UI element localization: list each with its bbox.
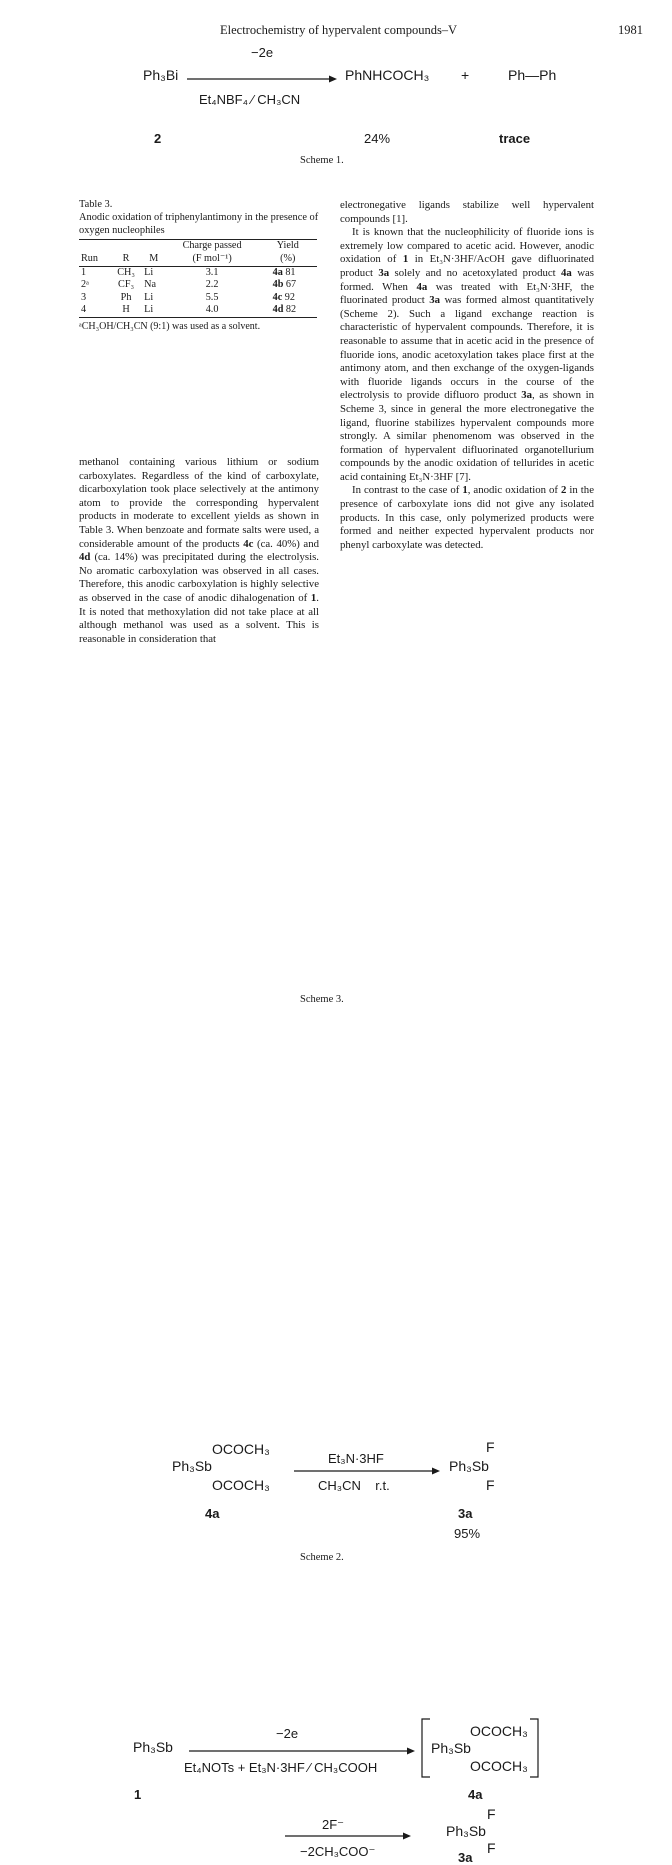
scheme1-reactant-number: 2 (154, 131, 162, 146)
scheme1-plus: + (461, 67, 470, 83)
scheme3-product-number: 3a (458, 1850, 473, 1865)
scheme3-below-arrow1: Et₄NOTs + Et₃N·3HF ⁄ CH₃COOH (184, 1760, 378, 1775)
scheme2-ligand-top: OCOCH₃ (212, 1441, 270, 1457)
table3-cell-charge: 3.1 (205, 266, 219, 278)
scheme3-reactant-number: 1 (134, 1787, 142, 1802)
table3-cell-r: Ph (120, 291, 132, 303)
scheme2-product-core: Ph₃Sb (449, 1458, 489, 1474)
scheme3-product-core: Ph₃Sb (446, 1823, 486, 1839)
scheme3-bracket-right (528, 1718, 540, 1778)
scheme2-reactant-core: Ph₃Sb (172, 1458, 212, 1474)
right-paragraph-1: electronegative ligands stabilize well hypervalent compounds [1]. (340, 199, 594, 225)
table3-header-r: R (110, 253, 142, 266)
scheme3-above-arrow1: −2e (276, 1726, 299, 1741)
table3-header-yield-1: Yield (259, 240, 317, 253)
scheme2-product-ligand-bottom: F (486, 1477, 495, 1493)
left-paragraph-1: methanol containing various lithium or sodium carboxylates. Regardless of the kind of carboxylate, dicarboxylation took place selectively at the antimony atom to provide the corresponding hypervalent products in moderate to excellent yields as shown in Table 3. When benzoate and formate salts were used, a considerable amount of the products 4c (ca. 40%) and 4d (ca. 14%) was precipitated during the electrolysis. No aromatic carboxylation was observed in all cases. Therefore, this anodic carboxylation is highly selective as observed in the case of anodic dihalogenation of 1. It is noted that methoxylation did not take place at all although methanol was used as a solvent. This is reasonable in consideration that (79, 456, 319, 645)
scheme3-above-arrow2: 2F⁻ (322, 1817, 345, 1832)
right-column-text (340, 199, 594, 552)
scheme1-arrow (187, 74, 337, 84)
table3-cell-m: Li (142, 304, 165, 317)
scheme2-arrow (294, 1466, 440, 1476)
scheme2-product-ligand-top: F (486, 1439, 495, 1455)
scheme3-below-arrow2: −2CH₃COO⁻ (300, 1844, 376, 1859)
scheme1-below-arrow: Et₄NBF₄ ⁄ CH₃CN (199, 92, 301, 107)
scheme1-above-arrow: −2e (251, 45, 274, 60)
right-paragraph-2: It is known that the nucleophilicity of fluoride ions is extremely low compared to acetic acid. However, anodic oxidation of 1 in Et₃N·3HF/AcOH gave difluorinated product 3a solely and no acetoxylated product 4a was formed. When 4a was treated with Et₃N·3HF, the fluorinated product 3a was formed almost quantitatively (Scheme 2). Such a ligand exchange reaction is characteristic of hypervalent compounds. Therefore, it is reasonable to assume that in acetic acid in the presence of fluoride ions, anodic acetoxylation takes place first at the antimony atom, and then exchange of the oxygen-ligands with fluoride ligands occurs in the course of the electrolysis to provide difluoro product 3a, as shown in Scheme 3, since in general the more electronegative the ligand, fluorine stabilizes hypervalent compounds more strongly. A similar phenomenom was observed in the formation of hypervalent difluorinated organotellurium compounds by the anodic oxidation of tellurides in acetic acid containing Et₃N·3HF [7]. (340, 226, 594, 483)
scheme3-arrow-2 (285, 1831, 411, 1841)
table3-header-yield-2: (%) (259, 253, 317, 266)
scheme3-caption: Scheme 3. (300, 994, 344, 1005)
table3-cell-r: CF₃ (118, 279, 135, 291)
scheme3-reactant: Ph₃Sb (133, 1739, 173, 1755)
running-title: Electrochemistry of hypervalent compounds–V (220, 23, 458, 37)
scheme1-product2: Ph—Ph (508, 67, 557, 83)
table-row (79, 279, 317, 292)
scheme2-reactant-number: 4a (205, 1506, 220, 1521)
table3-footnote: ᵃCH₃OH/CH₃CN (9:1) was used as a solvent. (79, 320, 261, 332)
table3-cell-charge: 2.2 (205, 279, 219, 291)
scheme2-ligand-bottom: OCOCH₃ (212, 1477, 270, 1493)
page-number: 1981 (618, 23, 643, 37)
table3-cell-charge: 4.0 (166, 304, 259, 317)
table3-cell-yield: 82 (285, 304, 297, 316)
scheme3-product-ligand-bottom: F (487, 1840, 496, 1856)
scheme3-arrow-1 (189, 1746, 415, 1756)
table3-cell-yield: 67 (285, 279, 297, 291)
scheme3-product-ligand-top: F (487, 1806, 496, 1822)
table3-grid (79, 239, 317, 318)
table3-cell-run: 4 (79, 304, 110, 317)
table3-cell-charge: 5.5 (205, 291, 219, 303)
table3-cell-run: 3 (81, 291, 87, 303)
table3-cell-r: H (110, 304, 142, 317)
scheme3-intermediate-ligand-top: OCOCH₃ (470, 1723, 528, 1739)
table-row (79, 304, 317, 317)
table3-label: Table 3. (79, 199, 113, 210)
table3-cell-yield: 81 (285, 266, 296, 278)
scheme2-product-number: 3a (458, 1506, 473, 1521)
scheme2-below-arrow: CH₃CN r.t. (318, 1478, 390, 1493)
table-row (79, 292, 317, 305)
scheme2-caption: Scheme 2. (300, 1552, 344, 1563)
table-row (79, 266, 317, 279)
table3-header-charge-2: (F mol⁻¹) (166, 253, 259, 266)
right-paragraph-3: In contrast to the case of 1, anodic oxidation of 2 in the presence of carboxylate ions did not give any isolated products. In this case, only polymerized products were formed and neither expected hypervalent products nor phenyl carboxylate was detected. (340, 484, 594, 551)
scheme1-product1: PhNHCOCH₃ (345, 67, 430, 83)
scheme2-above-arrow: Et₃N·3HF (328, 1451, 384, 1466)
scheme1-product1-yield: 24% (364, 131, 391, 146)
left-column-text (79, 456, 319, 646)
scheme1-reactant: Ph₃Bi (143, 67, 179, 83)
table3-cell-product: 4d (272, 304, 284, 316)
scheme1-product2-yield: trace (499, 131, 531, 146)
table3-cell-product: 4b (272, 279, 284, 291)
table3-header-charge-1: Charge passed (166, 240, 259, 253)
scheme3-intermediate-number: 4a (468, 1787, 483, 1802)
scheme3-intermediate-ligand-bottom: OCOCH₃ (470, 1758, 528, 1774)
table3-cell-product: 4c (272, 291, 283, 303)
table3-cell-m: Li (144, 291, 154, 303)
scheme1-caption: Scheme 1. (300, 155, 344, 166)
scheme2-product-yield: 95% (454, 1526, 481, 1541)
table3-cell-r: CH₃ (117, 266, 135, 278)
table3-cell-run: 1 (81, 266, 87, 278)
table3-cell-m: Li (144, 266, 154, 278)
table3-header-run: Run (79, 253, 110, 266)
table3-cell-yield: 92 (284, 291, 295, 303)
table-3 (79, 199, 319, 332)
scheme-1 (0, 0, 672, 180)
table3-cell-product: 4a (272, 266, 283, 278)
table3-title: Anodic oxidation of triphenylantimony in the presence of oxygen nucleophiles (79, 211, 319, 236)
table3-cell-run: 2ᵃ (81, 279, 89, 291)
table3-cell-m: Na (144, 279, 156, 291)
scheme3-intermediate-core: Ph₃Sb (431, 1740, 471, 1756)
table3-header-m: M (142, 253, 165, 266)
